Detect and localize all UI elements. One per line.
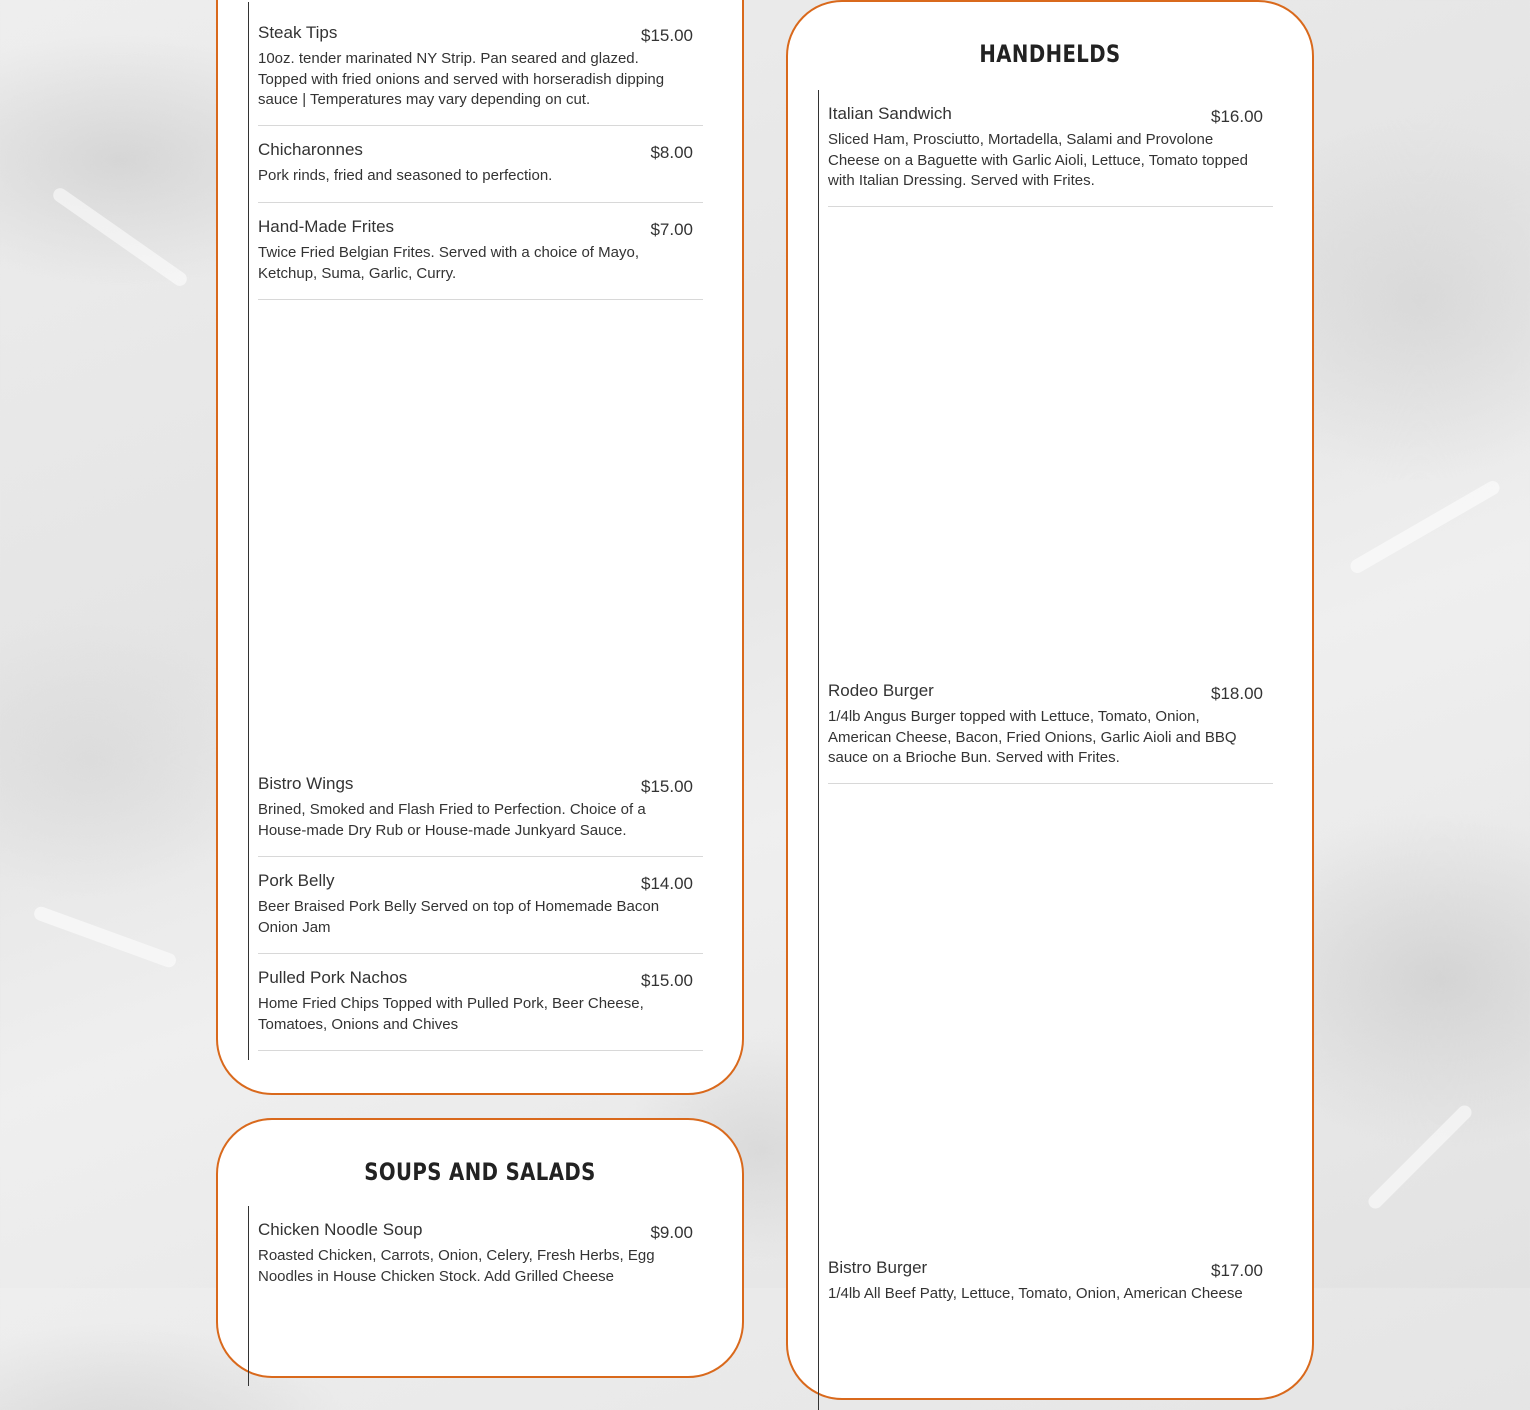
- background-texture: [1348, 478, 1502, 575]
- menu-item[interactable]: [258, 217, 703, 300]
- item-price: $18.00: [1211, 684, 1263, 703]
- item-description: Twice Fried Belgian Frites. Served with a choice of Mayo, Ketchup, Suma, Garlic, Curry.: [258, 244, 639, 282]
- item-name: Pork Belly: [258, 871, 335, 890]
- menu-item[interactable]: [258, 23, 703, 126]
- menu-item[interactable]: [258, 968, 703, 1051]
- item-description: 1/4lb Angus Burger topped with Lettuce, Tomato, Onion, American Cheese, Bacon, Fried Onions, Garlic Aioli and BBQ sauce on a Brioche Bun. Served with Frites.: [828, 708, 1237, 766]
- menu-item[interactable]: [828, 1258, 1273, 1361]
- background-texture: [32, 905, 178, 969]
- background-texture: [50, 185, 189, 288]
- item-name: Hand-Made Frites: [258, 217, 395, 236]
- item-name: Steak Tips: [258, 23, 338, 42]
- item-description: 10oz. tender marinated NY Strip. Pan seared and glazed. Topped with fried onions and served with horseradish dipping sauce | Temperatures may vary depending on cut.: [258, 50, 665, 108]
- soups-salads-card: [216, 1118, 744, 1378]
- item-description: Home Fried Chips Topped with Pulled Pork, Beer Cheese, Tomatoes, Onions and Chives: [258, 995, 644, 1033]
- menu-divider-line: [818, 90, 819, 1410]
- item-description: Roasted Chicken, Carrots, Onion, Celery, Fresh Herbs, Egg Noodles in House Chicken Stock. Add Grilled Cheese: [258, 1247, 655, 1285]
- menu-item[interactable]: [258, 774, 703, 857]
- item-description: 1/4lb All Beef Patty, Lettuce, Tomato, Onion, American Cheese: [828, 1285, 1243, 1302]
- menu-item[interactable]: [828, 104, 1273, 207]
- item-price: $14.00: [641, 874, 693, 893]
- item-price: $9.00: [650, 1223, 693, 1242]
- item-description: Sliced Ham, Prosciutto, Mortadella, Salami and Provolone Cheese on a Baguette with Garlic Aioli, Lettuce, Tomato topped with Italian Dressing. Served with Frites.: [828, 131, 1248, 189]
- background-texture: [1366, 1103, 1475, 1212]
- item-price: $16.00: [1211, 107, 1263, 126]
- item-name: Bistro Wings: [258, 774, 354, 793]
- item-description: Beer Braised Pork Belly Served on top of Homemade Bacon Onion Jam: [258, 898, 660, 936]
- item-name: Pulled Pork Nachos: [258, 968, 408, 987]
- menu-item[interactable]: [828, 681, 1273, 784]
- item-price: $7.00: [650, 220, 693, 239]
- item-name: Bistro Burger: [828, 1258, 928, 1277]
- item-name: Italian Sandwich: [828, 104, 952, 123]
- item-description: Brined, Smoked and Flash Fried to Perfection. Choice of a House-made Dry Rub or House-made Junkyard Sauce.: [258, 801, 646, 839]
- item-name: Chicken Noodle Soup: [258, 1220, 423, 1239]
- item-price: $15.00: [641, 26, 693, 45]
- item-description: Pork rinds, fried and seasoned to perfection.: [258, 167, 553, 184]
- starters-card: [216, 0, 744, 1095]
- section-title: SOUPS AND SALADS: [364, 1158, 596, 1186]
- item-price: $17.00: [1211, 1261, 1263, 1280]
- handhelds-card: [786, 0, 1314, 1400]
- menu-divider-line: [248, 2, 249, 1060]
- menu-item[interactable]: [258, 140, 703, 203]
- item-price: $15.00: [641, 777, 693, 796]
- menu-item[interactable]: [258, 871, 703, 954]
- item-price: $8.00: [650, 143, 693, 162]
- menu-item[interactable]: [258, 1220, 703, 1303]
- item-price: $15.00: [641, 971, 693, 990]
- menu-divider-line: [248, 1206, 249, 1386]
- item-name: Chicharonnes: [258, 140, 363, 159]
- section-title: HANDHELDS: [979, 40, 1121, 68]
- item-name: Rodeo Burger: [828, 681, 934, 700]
